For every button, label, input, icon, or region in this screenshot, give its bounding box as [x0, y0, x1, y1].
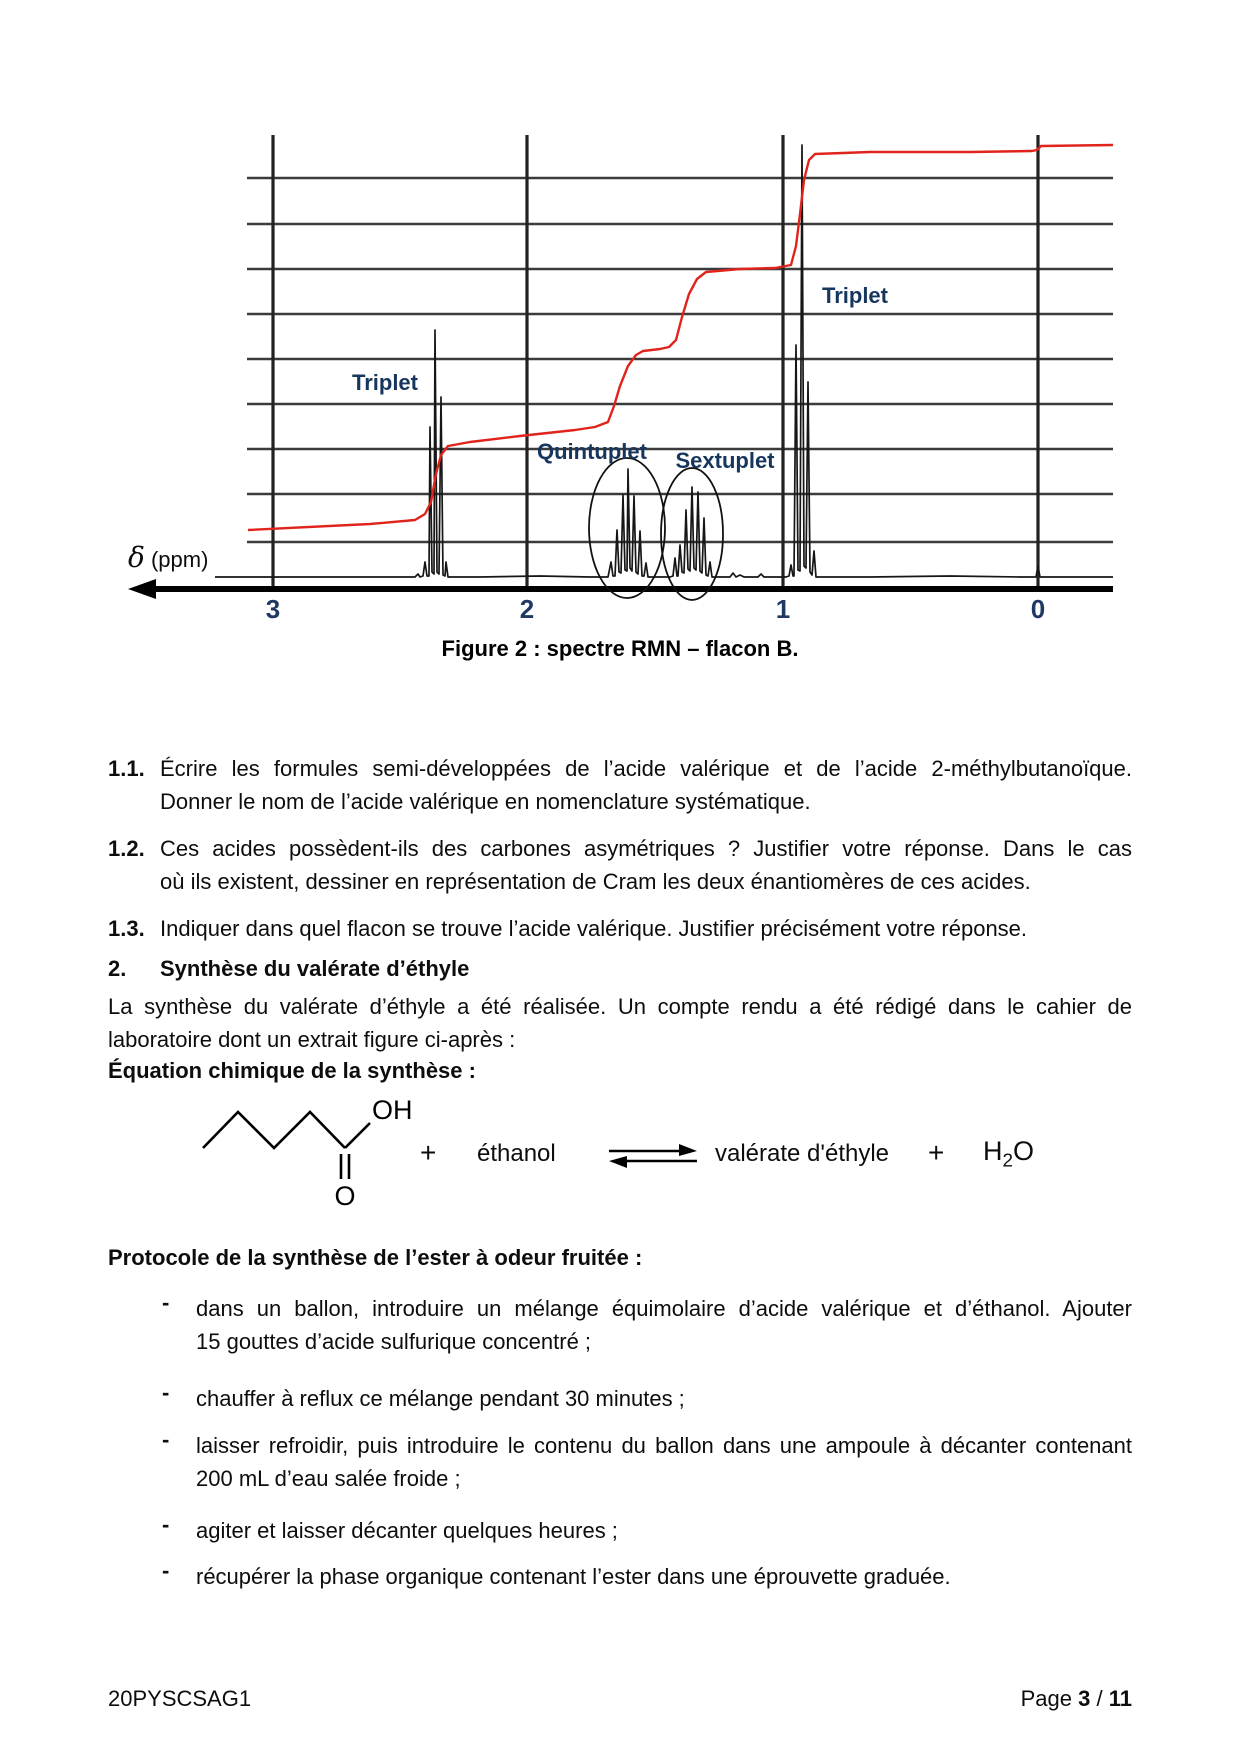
question-line: Écrire les formules semi-développées de l’acide valérique et de l’acide 2-méthylbutanoïque.	[160, 756, 1132, 781]
list-item	[160, 1514, 1132, 1547]
reactant-ethanol: éthanol	[477, 1140, 556, 1167]
list-item-line: 15 gouttes d’acide sulfurique concentré ;	[196, 1329, 592, 1354]
document-code: 20PYSCSAG1	[108, 1686, 252, 1711]
water-h: H	[983, 1136, 1003, 1166]
question-number: 1.2.	[108, 836, 145, 861]
question-line: Ces acides possèdent-ils des carbones asymétriques ? Justifier votre réponse. Dans le cas	[160, 836, 1132, 861]
delta-symbol: δ	[128, 541, 145, 574]
list-item	[160, 1382, 1132, 1415]
plus-sign: +	[420, 1137, 437, 1168]
page-separator: /	[1096, 1686, 1103, 1711]
tick-3: 3	[265, 594, 281, 624]
carbon-chain	[203, 1112, 345, 1148]
question-number: 1.3.	[108, 916, 145, 941]
page-current: 3	[1078, 1686, 1091, 1711]
question-line: Indiquer dans quel flacon se trouve l’acide valérique. Justifier précisément votre réponse.	[160, 916, 1028, 941]
question-number: 1.1.	[108, 756, 145, 781]
horizontal-gridlines	[247, 178, 1113, 542]
triplet-left-label: Triplet	[351, 370, 419, 395]
quintuplet-label: Quintuplet	[537, 439, 647, 464]
page-total: 11	[1108, 1686, 1132, 1711]
axis-unit: (ppm)	[150, 547, 209, 572]
hydroxyl-label: OH	[372, 1095, 413, 1125]
question-1-3	[108, 912, 1132, 945]
list-item-line: chauffer à reflux ce mélange pendant 30 minutes ;	[196, 1386, 685, 1411]
water-o: O	[1013, 1136, 1035, 1166]
plus-sign: +	[928, 1137, 945, 1168]
axis-arrowhead	[128, 579, 156, 599]
dash-bullet: -	[162, 1380, 170, 1405]
section-number: 2.	[108, 956, 127, 981]
section-title: Synthèse du valérate d’éthyle	[160, 956, 470, 981]
tick-0: 0	[1030, 594, 1046, 624]
section-2-intro	[108, 990, 1132, 1056]
question-line: Donner le nom de l’acide valérique en nomenclature systématique.	[160, 789, 811, 814]
list-item	[160, 1292, 1132, 1358]
list-item-line: agiter et laisser décanter quelques heures ;	[196, 1518, 618, 1543]
page-word: Page	[1020, 1686, 1072, 1711]
dash-bullet: -	[162, 1558, 170, 1583]
product-water	[983, 1136, 1034, 1172]
question-1-1	[108, 752, 1132, 818]
triplet-right-label: Triplet	[821, 283, 889, 308]
axis-label	[128, 541, 208, 574]
product-ester: valérate d'éthyle	[715, 1140, 890, 1167]
intro-line: laboratoire dont un extrait figure ci-après :	[108, 1027, 516, 1052]
section-2-heading	[108, 952, 1132, 985]
page-number	[1021, 1686, 1132, 1712]
list-item	[160, 1429, 1132, 1495]
dash-bullet: -	[162, 1427, 170, 1452]
tick-2: 2	[519, 594, 535, 624]
tick-1: 1	[775, 594, 791, 624]
list-item-line: 200 mL d’eau salée froide ;	[196, 1466, 461, 1491]
list-item-line: récupérer la phase organique contenant l’ester dans une éprouvette graduée.	[196, 1564, 951, 1589]
question-1-2	[108, 832, 1132, 898]
list-item-line: dans un ballon, introduire un mélange équimolaire d’acide valérique et d’éthanol. Ajouter	[196, 1296, 1132, 1321]
sextuplet-label: Sextuplet	[675, 448, 775, 473]
carbonyl-oxygen-label: O	[334, 1181, 356, 1211]
dash-bullet: -	[162, 1290, 170, 1315]
water-subscript: 2	[1002, 1150, 1014, 1172]
equilibrium-arrows-icon	[607, 1144, 699, 1168]
protocol-heading: Protocole de la synthèse de l’ester à odeur fruitée :	[108, 1245, 643, 1270]
question-line: où ils existent, dessiner en représentation de Cram les deux énantiomères de ces acides.	[160, 869, 1031, 894]
equation-heading: Équation chimique de la synthèse :	[108, 1058, 476, 1083]
c-oh-bond	[345, 1123, 370, 1148]
dash-bullet: -	[162, 1512, 170, 1537]
vertical-gridlines	[273, 135, 1038, 589]
intro-line: La synthèse du valérate d’éthyle a été réalisée. Un compte rendu a été rédigé dans le cahier de	[108, 994, 1132, 1019]
valeric-acid-structure	[180, 1075, 440, 1215]
nmr-spectrum-figure	[120, 110, 1140, 625]
list-item-line: laisser refroidir, puis introduire le contenu du ballon dans une ampoule à décanter contenant	[196, 1433, 1132, 1458]
list-item	[160, 1560, 1132, 1593]
figure-caption: Figure 2 : spectre RMN – flacon B.	[441, 636, 799, 661]
